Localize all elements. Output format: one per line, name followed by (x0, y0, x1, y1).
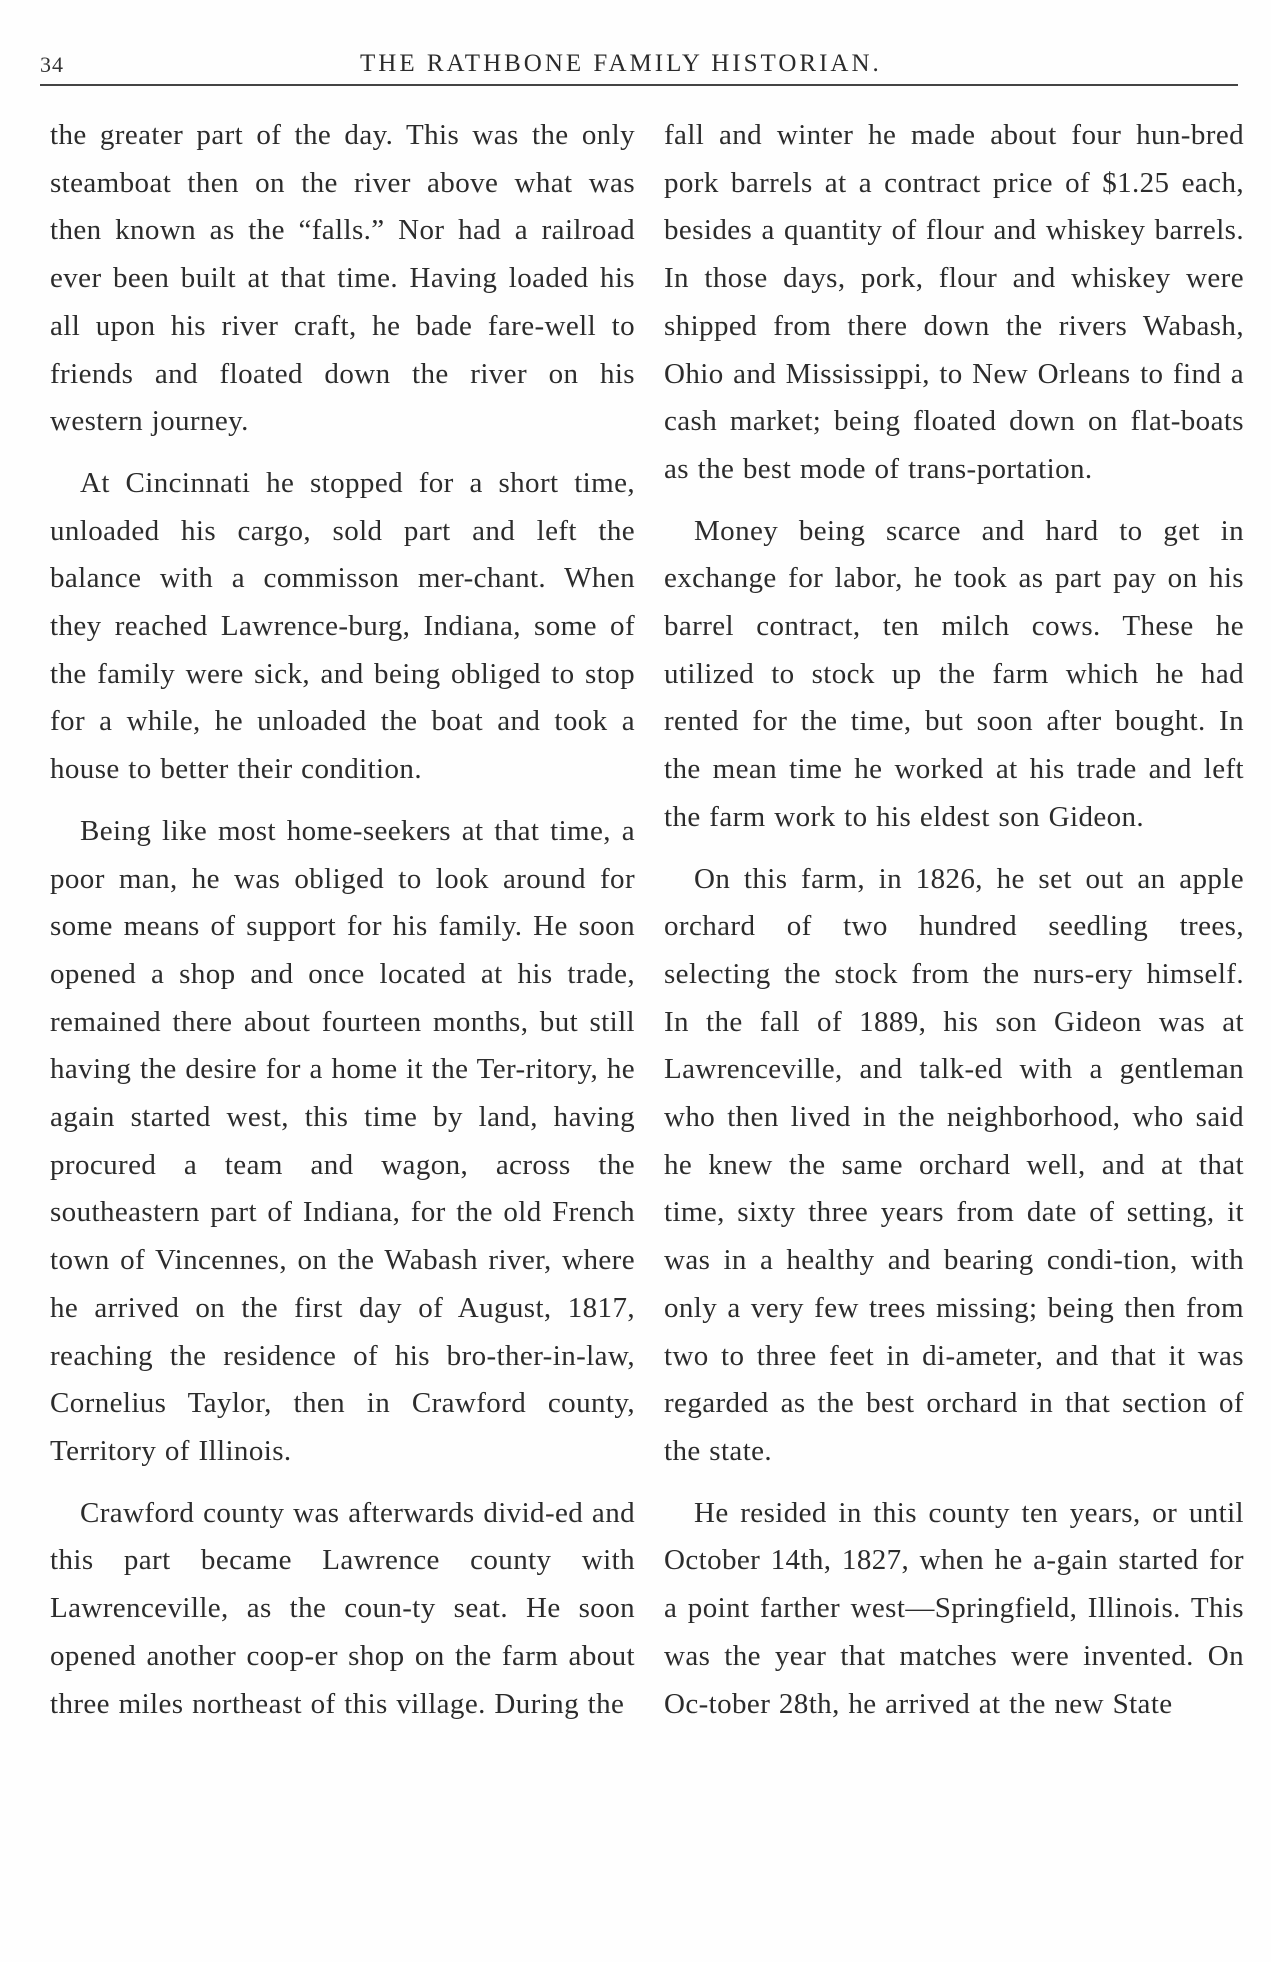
paragraph: At Cincinnati he stopped for a short time, unloaded his cargo, sold part and left the balance with a commisson mer-chant. When they reached Lawrence-burg, Indiana, some of the family were sick, and being obliged to stop for a while, he unloaded the boat and took a house to better their condition. (50, 466, 635, 786)
paragraph: Being like most home-seekers at that time, a poor man, he was obliged to look around for some means of support for his family. He soon opened a shop and once located at his trade, remained there about fourteen months, but still having the desire for a home it the Ter-ritory, he again started west, this time by land, having procured a team and wagon, across the southeastern part of Indiana, for the old French town of Vincennes, on the Wabash river, where he arrived on the first day of August, 1817, reaching the residence of his bro-ther-in-law, Cornelius Taylor, then in Crawford county, Territory of Illinois. (50, 814, 635, 1467)
paragraph: Money being scarce and hard to get in exchange for labor, he took as part pay on his barrel contract, ten milch cows. These he utilized to stock up the farm which he had rented for the time, but soon after bought. In the mean time he worked at his trade and left the farm work to his eldest son Gideon. (664, 514, 1244, 833)
right-column (664, 112, 1244, 1728)
paragraph: He resided in this county ten years, or until October 14th, 1827, when he a-gain started for a point farther west—Springfield, Illinois. This was the year that matches were invented. On Oc-tober 28th, he arrived at the new State (664, 1496, 1244, 1720)
page-number: 34 (40, 52, 64, 77)
page-header (40, 46, 1240, 86)
paragraph: On this farm, in 1826, he set out an apple orchard of two hundred seedling trees, selecting the stock from the nurs-ery himself. In the fall of 1889, his son Gideon was at Lawrenceville, and talk-ed with a gentleman who then lived in the neighborhood, who said he knew the same orchard well, and at that time, sixty three years from date of setting, it was in a healthy and bearing condi-tion, with only a very few trees missing; being then from two to three feet in di-ameter, and that it was regarded as the best orchard in that section of the state. (664, 862, 1244, 1467)
paragraph: the greater part of the day. This was the only steamboat then on the river above what was then known as the “falls.” Nor had a railroad ever been built at that time. Having loaded his all upon his river craft, he bade fare-well to friends and floated down the river on his western journey. (50, 119, 635, 438)
running-head: THE RATHBONE FAMILY HISTORIAN. (360, 50, 882, 77)
paragraph: fall and winter he made about four hun-bred pork barrels at a contract price of $1.25 each, besides a quantity of flour and whiskey barrels. In those days, pork, flour and whiskey were shipped from there down the rivers Wabash, Ohio and Mississippi, to New Orleans to find a cash market; being floated down on flat-boats as the best mode of trans-portation. (664, 119, 1244, 485)
header-rule (40, 84, 1238, 86)
paragraph: Crawford county was afterwards divid-ed and this part became Lawrence county with Lawrenceville, as the coun-ty seat. He soon opened another coop-er shop on the farm about three miles northeast of this village. During the (50, 1496, 635, 1720)
left-column (50, 112, 635, 1728)
